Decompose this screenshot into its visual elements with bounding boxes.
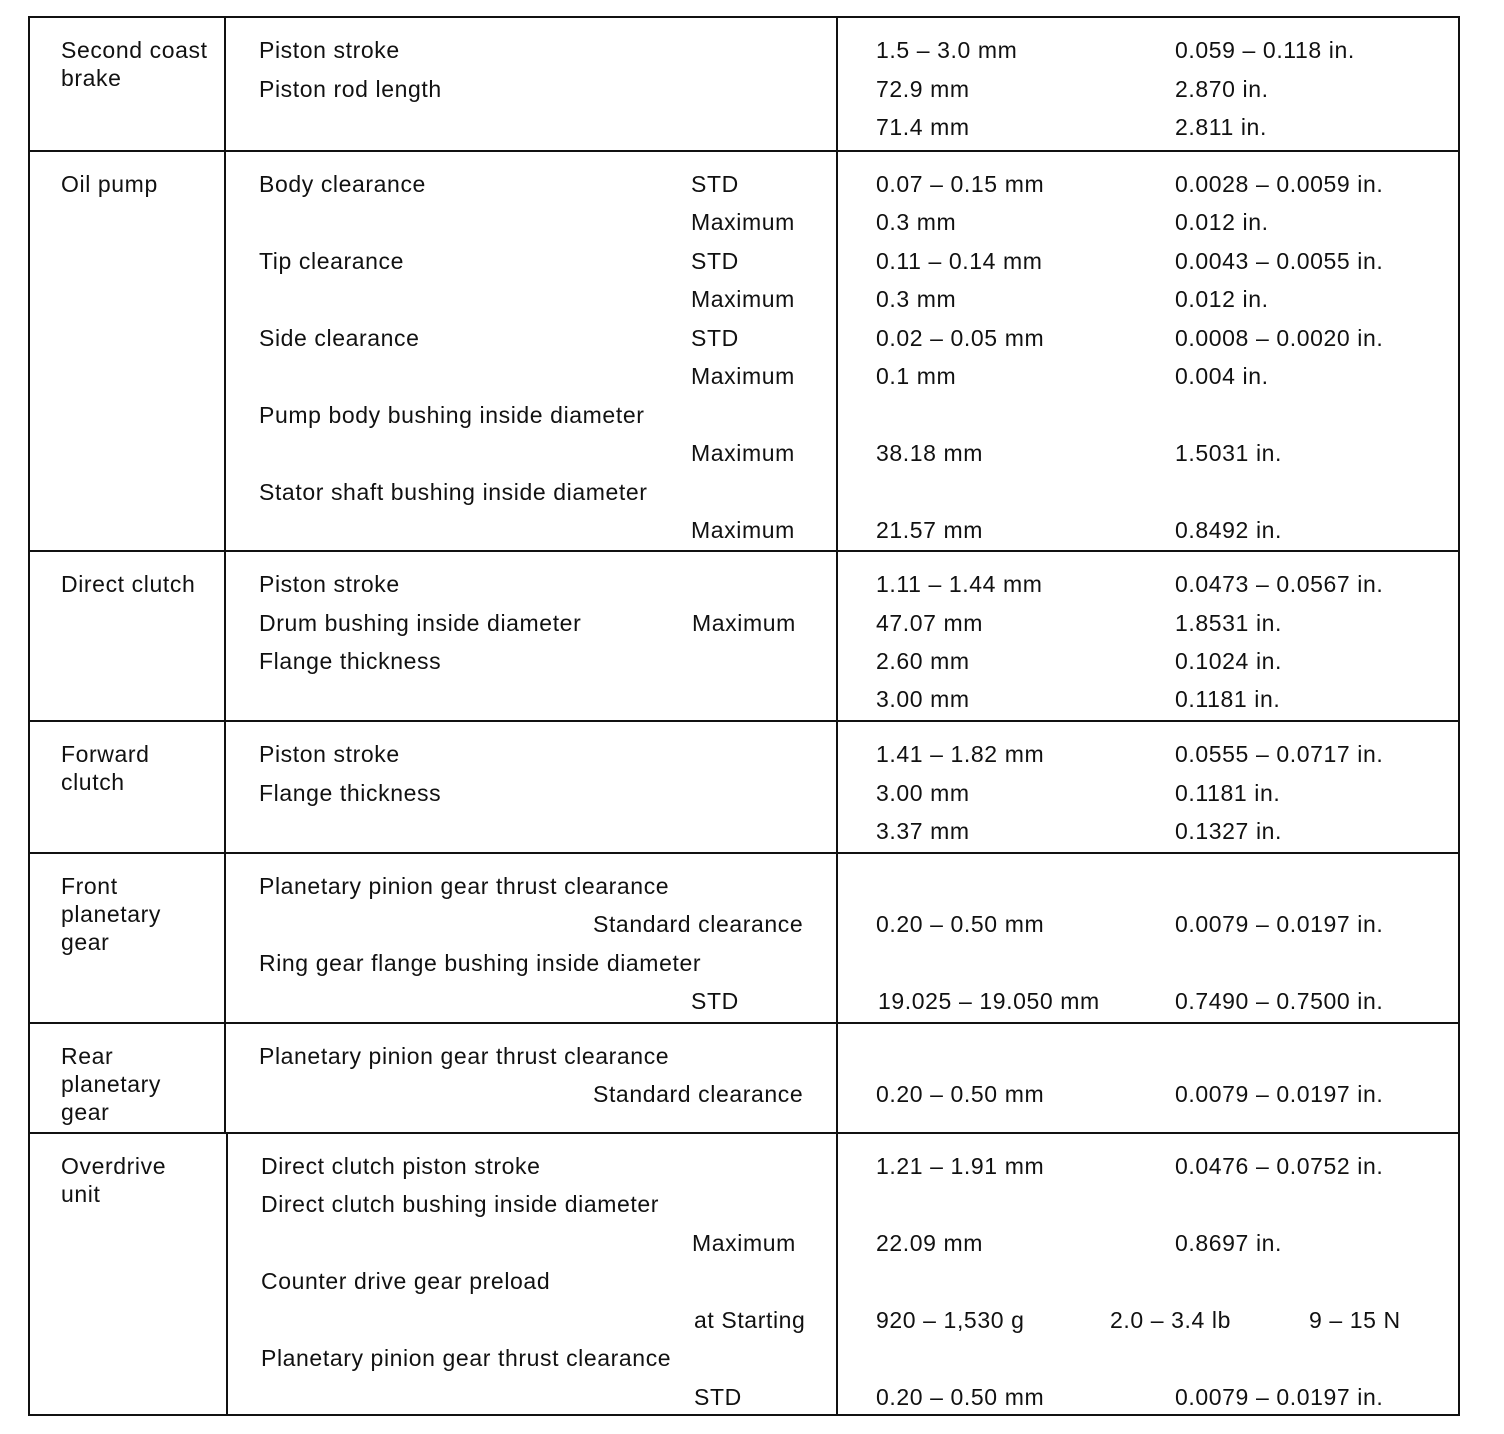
row-label: Ring gear flange bushing inside diameter bbox=[259, 950, 702, 976]
column-divider bbox=[836, 552, 838, 722]
row-qualifier: Maximum bbox=[691, 286, 795, 312]
row-label: Stator shaft bushing inside diameter bbox=[259, 479, 648, 505]
column-divider bbox=[226, 1134, 228, 1416]
imperial-value: 0.0079 – 0.0197 in. bbox=[1175, 1081, 1384, 1107]
metric-value: 0.3 mm bbox=[876, 286, 957, 312]
row-label: Piston stroke bbox=[259, 571, 400, 597]
column-divider bbox=[836, 1134, 838, 1416]
column-divider bbox=[224, 722, 226, 854]
section-forward-clutch bbox=[30, 720, 1458, 854]
row-label: Piston rod length bbox=[259, 76, 442, 102]
row-label: Piston stroke bbox=[259, 741, 400, 767]
section-name: Front planetary gear bbox=[61, 873, 162, 955]
metric-value: 38.18 mm bbox=[876, 440, 984, 466]
imperial-value: 0.012 in. bbox=[1175, 209, 1269, 235]
metric-value: 0.11 – 0.14 mm bbox=[876, 248, 1043, 274]
row-label: Drum bushing inside diameter bbox=[259, 610, 582, 636]
metric-value: 2.60 mm bbox=[876, 648, 970, 674]
metric-value: 3.00 mm bbox=[876, 686, 970, 712]
metric-value: 3.37 mm bbox=[876, 818, 970, 844]
imperial-value: 0.1327 in. bbox=[1175, 818, 1283, 844]
row-label: Side clearance bbox=[259, 325, 420, 351]
imperial-value: 0.1024 in. bbox=[1175, 648, 1283, 674]
imperial-value: 0.8697 in. bbox=[1175, 1230, 1283, 1256]
imperial-value: 0.004 in. bbox=[1175, 363, 1269, 389]
section-overdrive-unit bbox=[30, 1132, 1458, 1416]
row-qualifier: STD bbox=[691, 248, 739, 274]
row-label: Flange thickness bbox=[259, 780, 442, 806]
row-label: Direct clutch piston stroke bbox=[261, 1153, 541, 1179]
row-qualifier: STD bbox=[691, 171, 739, 197]
imperial-value: 2.0 – 3.4 lb bbox=[1110, 1307, 1232, 1333]
row-qualifier: STD bbox=[694, 1384, 742, 1410]
row-label: Body clearance bbox=[259, 171, 426, 197]
metric-value: 0.02 – 0.05 mm bbox=[876, 325, 1045, 351]
row-label: Direct clutch bushing inside diameter bbox=[261, 1191, 660, 1217]
column-divider bbox=[836, 854, 838, 1024]
row-label: Planetary pinion gear thrust clearance bbox=[259, 873, 670, 899]
metric-value: 1.21 – 1.91 mm bbox=[876, 1153, 1045, 1179]
section-front-planetary-gear bbox=[30, 852, 1458, 1024]
row-label: Planetary pinion gear thrust clearance bbox=[261, 1345, 672, 1371]
column-divider bbox=[224, 152, 226, 552]
newton-value: 9 – 15 N bbox=[1309, 1307, 1401, 1333]
imperial-value: 1.8531 in. bbox=[1175, 610, 1283, 636]
row-qualifier: Standard clearance bbox=[593, 1081, 804, 1107]
section-name: Second coast brake bbox=[61, 37, 208, 91]
section-oil-pump bbox=[30, 150, 1458, 552]
column-divider bbox=[836, 152, 838, 552]
column-divider bbox=[224, 18, 226, 150]
row-qualifier: STD bbox=[691, 988, 739, 1014]
column-divider bbox=[224, 1024, 226, 1134]
row-label: Pump body bushing inside diameter bbox=[259, 402, 645, 428]
row-label: Planetary pinion gear thrust clearance bbox=[259, 1043, 670, 1069]
imperial-value: 0.7490 – 0.7500 in. bbox=[1175, 988, 1384, 1014]
metric-value: 1.5 – 3.0 mm bbox=[876, 37, 1018, 63]
section-rear-planetary-gear bbox=[30, 1022, 1458, 1134]
imperial-value: 2.870 in. bbox=[1175, 76, 1269, 102]
spec-table bbox=[28, 16, 1460, 1416]
imperial-value: 0.8492 in. bbox=[1175, 517, 1283, 543]
imperial-value: 0.1181 in. bbox=[1175, 686, 1281, 712]
metric-value: 920 – 1,530 g bbox=[876, 1307, 1025, 1333]
row-label: Flange thickness bbox=[259, 648, 442, 674]
imperial-value: 0.012 in. bbox=[1175, 286, 1269, 312]
row-label: Counter drive gear preload bbox=[261, 1268, 551, 1294]
imperial-value: 0.0043 – 0.0055 in. bbox=[1175, 248, 1384, 274]
row-label: Piston stroke bbox=[259, 37, 400, 63]
metric-value: 3.00 mm bbox=[876, 780, 970, 806]
row-qualifier: Maximum bbox=[691, 209, 795, 235]
metric-value: 0.1 mm bbox=[876, 363, 957, 389]
metric-value: 1.41 – 1.82 mm bbox=[876, 741, 1045, 767]
section-second-coast-brake bbox=[30, 18, 1458, 150]
row-qualifier: Maximum bbox=[691, 517, 795, 543]
row-qualifier: Maximum bbox=[692, 610, 796, 636]
imperial-value: 0.0476 – 0.0752 in. bbox=[1175, 1153, 1384, 1179]
row-qualifier: Maximum bbox=[691, 363, 795, 389]
metric-value: 22.09 mm bbox=[876, 1230, 984, 1256]
imperial-value: 2.811 in. bbox=[1175, 114, 1267, 140]
metric-value: 0.20 – 0.50 mm bbox=[876, 1384, 1045, 1410]
imperial-value: 0.0008 – 0.0020 in. bbox=[1175, 325, 1384, 351]
imperial-value: 0.0555 – 0.0717 in. bbox=[1175, 741, 1384, 767]
metric-value: 21.57 mm bbox=[876, 517, 984, 543]
imperial-value: 0.0079 – 0.0197 in. bbox=[1175, 1384, 1384, 1410]
section-name: Overdrive unit bbox=[61, 1153, 167, 1207]
metric-value: 47.07 mm bbox=[876, 610, 984, 636]
metric-value: 71.4 mm bbox=[876, 114, 970, 140]
section-direct-clutch bbox=[30, 550, 1458, 722]
metric-value: 0.20 – 0.50 mm bbox=[876, 1081, 1045, 1107]
metric-value: 0.3 mm bbox=[876, 209, 957, 235]
column-divider bbox=[836, 18, 838, 150]
row-qualifier: Maximum bbox=[691, 440, 795, 466]
imperial-value: 1.5031 in. bbox=[1175, 440, 1283, 466]
metric-value: 1.11 – 1.44 mm bbox=[876, 571, 1043, 597]
section-name: Direct clutch bbox=[61, 571, 196, 597]
metric-value: 72.9 mm bbox=[876, 76, 970, 102]
column-divider bbox=[224, 854, 226, 1024]
imperial-value: 0.0473 – 0.0567 in. bbox=[1175, 571, 1384, 597]
imperial-value: 0.1181 in. bbox=[1175, 780, 1281, 806]
imperial-value: 0.0028 – 0.0059 in. bbox=[1175, 171, 1384, 197]
section-name: Oil pump bbox=[61, 171, 158, 197]
row-qualifier: at Starting bbox=[694, 1307, 806, 1333]
row-qualifier: Standard clearance bbox=[593, 911, 804, 937]
row-label: Tip clearance bbox=[259, 248, 405, 274]
column-divider bbox=[836, 1024, 838, 1134]
row-qualifier: Maximum bbox=[692, 1230, 796, 1256]
metric-value: 0.07 – 0.15 mm bbox=[876, 171, 1045, 197]
metric-value: 19.025 – 19.050 mm bbox=[878, 988, 1100, 1014]
section-name: Rear planetary gear bbox=[61, 1043, 162, 1125]
imperial-value: 0.059 – 0.118 in. bbox=[1175, 37, 1355, 63]
column-divider bbox=[836, 722, 838, 854]
imperial-value: 0.0079 – 0.0197 in. bbox=[1175, 911, 1384, 937]
row-qualifier: STD bbox=[691, 325, 739, 351]
section-name: Forward clutch bbox=[61, 741, 150, 795]
metric-value: 0.20 – 0.50 mm bbox=[876, 911, 1045, 937]
